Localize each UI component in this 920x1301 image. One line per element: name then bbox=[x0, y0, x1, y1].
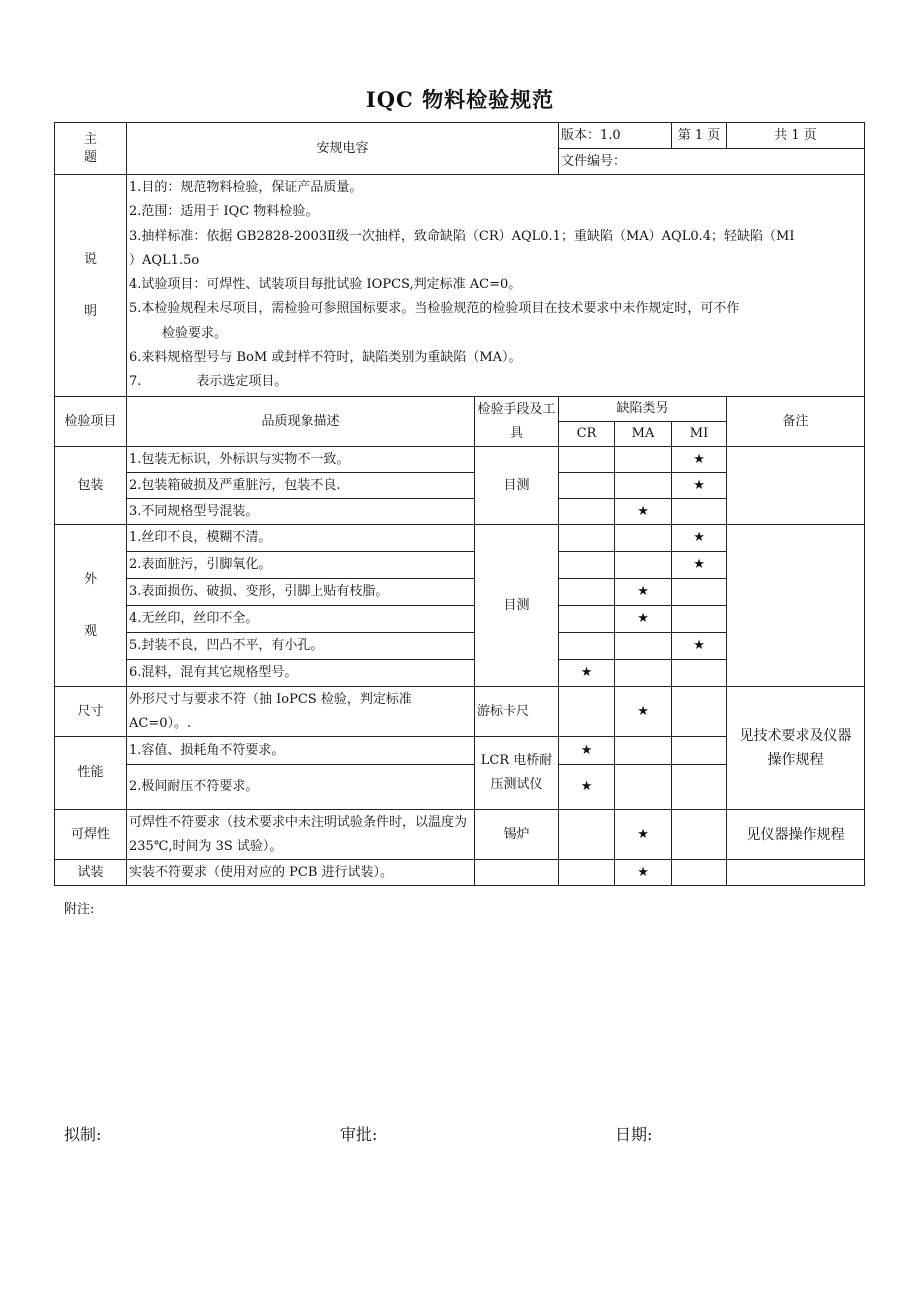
drafted-label: 拟制: bbox=[64, 1125, 102, 1144]
perf-row-2: 2.极间耐压不符要求。 bbox=[127, 765, 475, 810]
size-desc: 外形尺寸与要求不符（抽 IoPCS 检验，判定标准 AC=0）。. bbox=[127, 687, 475, 737]
star-mark: ★ bbox=[615, 499, 672, 525]
item-size: 尺寸 bbox=[55, 687, 127, 737]
star-mark: ★ bbox=[672, 552, 727, 579]
desc-line-5b: 检验要求。 bbox=[162, 325, 228, 341]
star-mark: ★ bbox=[672, 633, 727, 660]
look-row-6: 6.混料，混有其它规格型号。 bbox=[127, 660, 475, 687]
file-number: 文件编号： bbox=[559, 149, 865, 175]
remark-solder: 见仪器操作规程 bbox=[727, 810, 865, 860]
page-title: IQC 物料检验规范 bbox=[365, 87, 555, 112]
star-mark: ★ bbox=[672, 473, 727, 499]
perf-row-1: 1.容值、损耗角不符要求。 bbox=[127, 737, 475, 765]
star-mark: ★ bbox=[559, 660, 615, 687]
solder-tool: 锡炉 bbox=[475, 810, 559, 860]
pack-row-1: 1.包装无标识，外标识与实物不一致。 bbox=[127, 447, 475, 473]
col-ma: MA bbox=[615, 422, 672, 447]
col-cr: CR bbox=[559, 422, 615, 447]
version-cell: 版本：1.0 bbox=[559, 123, 672, 149]
star-mark: ★ bbox=[559, 765, 615, 810]
perf-tool: LCR 电桥耐压测试仪 bbox=[475, 737, 559, 810]
look-row-4: 4.无丝印，丝印不全。 bbox=[127, 606, 475, 633]
desc-line-3b: ）AQL1.5o bbox=[129, 252, 200, 268]
footer-note: 附注: bbox=[64, 902, 95, 917]
approved-label: 审批: bbox=[340, 1125, 378, 1144]
pack-tool: 目测 bbox=[475, 447, 559, 525]
desc-line-1: 1.目的：规范物料检验，保证产品质量。 bbox=[129, 180, 363, 195]
star-mark: ★ bbox=[559, 737, 615, 765]
description-text bbox=[127, 175, 865, 397]
page-number: 第 1 页 bbox=[672, 123, 727, 149]
fit-desc: 实装不符要求（使用对应的 PCB 进行试装）。 bbox=[127, 860, 475, 886]
col-tool: 检验手段及工具 bbox=[475, 397, 559, 447]
look-tool: 目测 bbox=[475, 525, 559, 687]
desc-line-6: 6.来料规格型号与 BoM 或封样不符时，缺陷类别为重缺陷（MA）。 bbox=[129, 350, 522, 366]
star-mark: ★ bbox=[615, 687, 672, 737]
inspection-table bbox=[54, 122, 865, 886]
col-mi: MI bbox=[672, 422, 727, 447]
desc-line-5: 5.本检验规程未尽项目，需检验可参照国标要求。当检验规范的检验项目在技术要求中未作规定时，可不作 bbox=[129, 301, 740, 317]
star-mark: ★ bbox=[672, 525, 727, 552]
star-mark: ★ bbox=[615, 810, 672, 860]
item-perf: 性能 bbox=[55, 737, 127, 810]
size-tool: 游标卡尺 bbox=[475, 687, 559, 737]
page-total: 共 1 页 bbox=[727, 123, 865, 149]
pack-row-3: 3.不同规格型号混装。 bbox=[127, 499, 475, 525]
item-pack: 包装 bbox=[55, 447, 127, 525]
look-row-1: 1.丝印不良，模糊不清。 bbox=[127, 525, 475, 552]
star-mark: ★ bbox=[615, 606, 672, 633]
col-defect: 缺陷类另 bbox=[559, 397, 727, 422]
subject-value: 安规电容 bbox=[127, 123, 559, 175]
desc-line-7: 7. 表示选定项目。 bbox=[129, 374, 288, 390]
star-mark: ★ bbox=[615, 579, 672, 606]
look-row-3: 3.表面损伤、破损、变形，引脚上贴有枝脂。 bbox=[127, 579, 475, 606]
star-mark: ★ bbox=[672, 447, 727, 473]
desc-line-2: 2.范围：适用于 IQC 物料检验。 bbox=[129, 204, 319, 220]
item-look: 外 观 bbox=[55, 525, 127, 687]
description-label: 说 明 bbox=[55, 175, 127, 397]
col-remark: 备注 bbox=[727, 397, 865, 447]
col-item: 检验项目 bbox=[55, 397, 127, 447]
pack-row-2: 2.包装箱破损及严重脏污，包装不良. bbox=[127, 473, 475, 499]
star-mark: ★ bbox=[615, 860, 672, 886]
remark-tech: 见技术要求及仪器操作规程 bbox=[727, 687, 865, 810]
date-label: 日期: bbox=[615, 1125, 653, 1144]
look-row-5: 5.封装不良，凹凸不平，有小孔。 bbox=[127, 633, 475, 660]
col-desc: 品质现象描述 bbox=[127, 397, 475, 447]
look-row-2: 2.表面脏污，引脚氧化。 bbox=[127, 552, 475, 579]
solder-desc: 可焊性不符要求（技术要求中未注明试验条件时，以温度为 235℃,时间为 3S 试验）。 bbox=[127, 810, 475, 860]
desc-line-3: 3.抽样标准：依据 GB2828-2003Ⅱ级一次抽样，致命缺陷（CR）AQL0.1；重缺陷（MA）AQL0.4；轻缺陷（MI bbox=[129, 228, 795, 244]
item-fit: 试装 bbox=[55, 860, 127, 886]
item-solder: 可焊性 bbox=[55, 810, 127, 860]
subject-label: 主 题 bbox=[55, 123, 127, 175]
desc-line-4: 4.试验项目：可焊性、试装项目每批试验 IOPCS,判定标准 AC=0。 bbox=[129, 277, 522, 293]
